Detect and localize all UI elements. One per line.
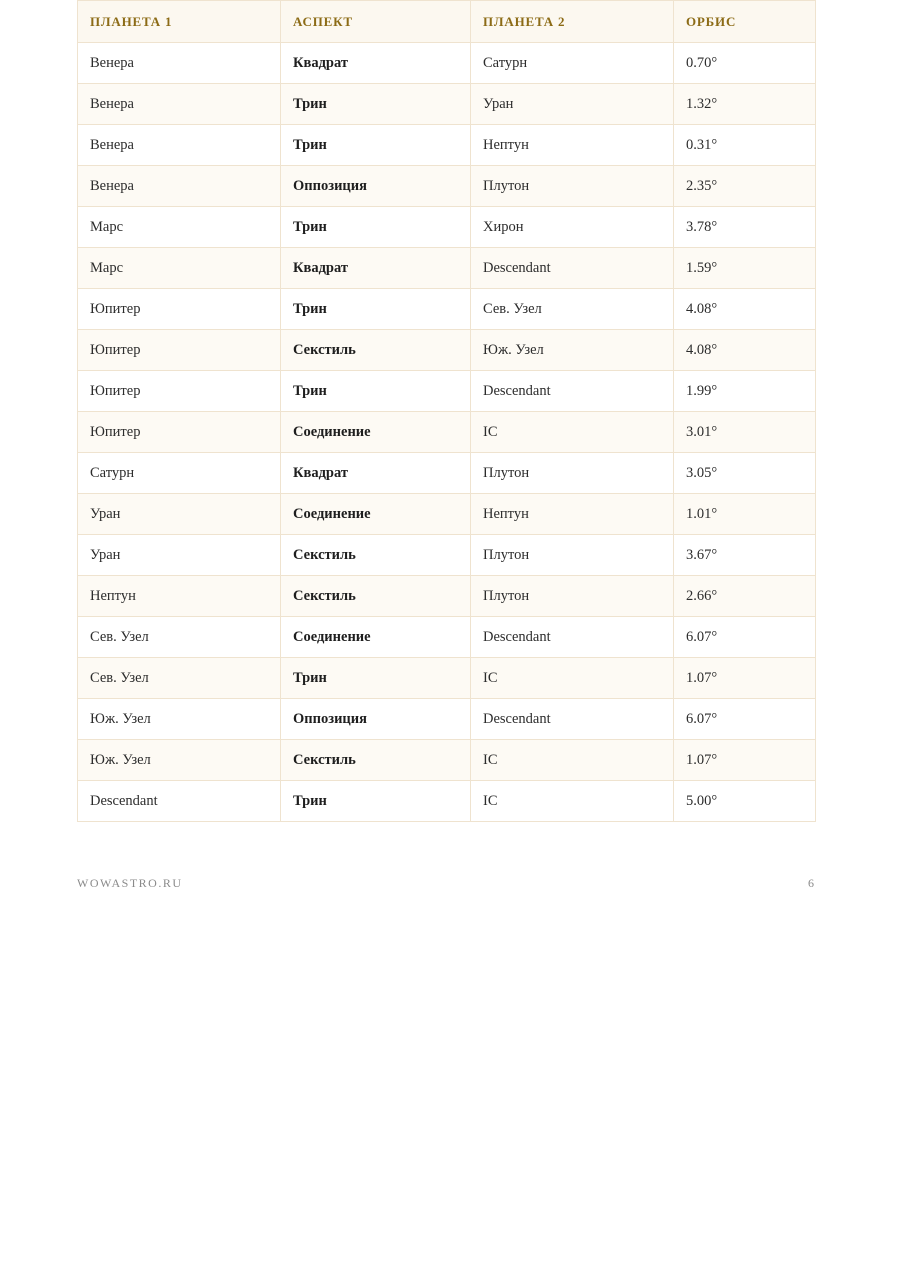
planet-2-cell: Хирон: [471, 207, 674, 248]
header-planet-1: ПЛАНЕТА 1: [78, 1, 281, 43]
table-row: [78, 125, 816, 166]
planet-2-cell: Плутон: [471, 166, 674, 207]
aspect-cell: Трин: [281, 207, 471, 248]
planet-2-cell: IC: [471, 740, 674, 781]
planet-2-cell: Нептун: [471, 125, 674, 166]
planet-2-cell: Нептун: [471, 494, 674, 535]
table-row: [78, 84, 816, 125]
orb-cell: 1.32°: [674, 84, 816, 125]
table-row: [78, 248, 816, 289]
orb-cell: 0.70°: [674, 43, 816, 84]
footer-site-name: WOWASTRO.RU: [77, 876, 183, 890]
header-row: [78, 1, 816, 43]
orb-cell: 6.07°: [674, 699, 816, 740]
aspects-table-container: [77, 0, 815, 822]
planet-1-cell: Сатурн: [78, 453, 281, 494]
planet-1-cell: Марс: [78, 248, 281, 289]
table-row: [78, 289, 816, 330]
table-row: [78, 494, 816, 535]
orb-cell: 1.01°: [674, 494, 816, 535]
planet-1-cell: Юж. Узел: [78, 699, 281, 740]
aspect-cell: Трин: [281, 84, 471, 125]
planet-1-cell: Descendant: [78, 781, 281, 822]
table-row: [78, 371, 816, 412]
footer-page-number: 6: [808, 876, 814, 890]
planet-1-cell: Венера: [78, 166, 281, 207]
table-body: [78, 43, 816, 822]
planet-1-cell: Юпитер: [78, 289, 281, 330]
aspect-cell: Соединение: [281, 617, 471, 658]
planet-2-cell: Сатурн: [471, 43, 674, 84]
aspect-cell: Оппозиция: [281, 166, 471, 207]
header-aspect: АСПЕКТ: [281, 1, 471, 43]
planet-2-cell: Descendant: [471, 371, 674, 412]
planet-1-cell: Уран: [78, 535, 281, 576]
planet-1-cell: Венера: [78, 43, 281, 84]
planet-1-cell: Юпитер: [78, 371, 281, 412]
table-row: [78, 699, 816, 740]
aspect-cell: Оппозиция: [281, 699, 471, 740]
planet-2-cell: Сев. Узел: [471, 289, 674, 330]
aspect-cell: Квадрат: [281, 453, 471, 494]
planet-2-cell: Плутон: [471, 453, 674, 494]
orb-cell: 6.07°: [674, 617, 816, 658]
table-header: [78, 1, 816, 43]
table-row: [78, 412, 816, 453]
aspects-table: [77, 0, 816, 822]
aspect-cell: Трин: [281, 125, 471, 166]
table-row: [78, 330, 816, 371]
orb-cell: 3.05°: [674, 453, 816, 494]
planet-2-cell: Юж. Узел: [471, 330, 674, 371]
orb-cell: 5.00°: [674, 781, 816, 822]
planet-1-cell: Юпитер: [78, 330, 281, 371]
orb-cell: 2.35°: [674, 166, 816, 207]
orb-cell: 3.01°: [674, 412, 816, 453]
table-row: [78, 453, 816, 494]
orb-cell: 1.99°: [674, 371, 816, 412]
aspect-cell: Секстиль: [281, 330, 471, 371]
planet-1-cell: Нептун: [78, 576, 281, 617]
table-row: [78, 43, 816, 84]
planet-2-cell: Descendant: [471, 248, 674, 289]
planet-2-cell: IC: [471, 412, 674, 453]
orb-cell: 0.31°: [674, 125, 816, 166]
header-planet-2: ПЛАНЕТА 2: [471, 1, 674, 43]
planet-1-cell: Юпитер: [78, 412, 281, 453]
orb-cell: 1.59°: [674, 248, 816, 289]
planet-1-cell: Сев. Узел: [78, 658, 281, 699]
planet-1-cell: Сев. Узел: [78, 617, 281, 658]
table-row: [78, 617, 816, 658]
aspect-cell: Секстиль: [281, 740, 471, 781]
aspect-cell: Трин: [281, 781, 471, 822]
orb-cell: 3.67°: [674, 535, 816, 576]
planet-1-cell: Венера: [78, 84, 281, 125]
table-row: [78, 781, 816, 822]
table-row: [78, 535, 816, 576]
table-row: [78, 207, 816, 248]
aspect-cell: Квадрат: [281, 248, 471, 289]
planet-2-cell: Descendant: [471, 617, 674, 658]
planet-1-cell: Юж. Узел: [78, 740, 281, 781]
aspect-cell: Соединение: [281, 412, 471, 453]
orb-cell: 4.08°: [674, 289, 816, 330]
planet-2-cell: IC: [471, 658, 674, 699]
table-row: [78, 166, 816, 207]
aspect-cell: Трин: [281, 658, 471, 699]
planet-1-cell: Марс: [78, 207, 281, 248]
orb-cell: 1.07°: [674, 740, 816, 781]
planet-2-cell: Descendant: [471, 699, 674, 740]
planet-2-cell: Плутон: [471, 535, 674, 576]
aspect-cell: Трин: [281, 289, 471, 330]
table-row: [78, 740, 816, 781]
table-row: [78, 576, 816, 617]
planet-1-cell: Уран: [78, 494, 281, 535]
table-row: [78, 658, 816, 699]
aspect-cell: Трин: [281, 371, 471, 412]
orb-cell: 2.66°: [674, 576, 816, 617]
planet-2-cell: IC: [471, 781, 674, 822]
planet-2-cell: Уран: [471, 84, 674, 125]
aspect-cell: Секстиль: [281, 535, 471, 576]
orb-cell: 4.08°: [674, 330, 816, 371]
planet-2-cell: Плутон: [471, 576, 674, 617]
orb-cell: 1.07°: [674, 658, 816, 699]
aspect-cell: Квадрат: [281, 43, 471, 84]
aspect-cell: Соединение: [281, 494, 471, 535]
planet-1-cell: Венера: [78, 125, 281, 166]
orb-cell: 3.78°: [674, 207, 816, 248]
aspect-cell: Секстиль: [281, 576, 471, 617]
header-orb: ОРБИС: [674, 1, 816, 43]
